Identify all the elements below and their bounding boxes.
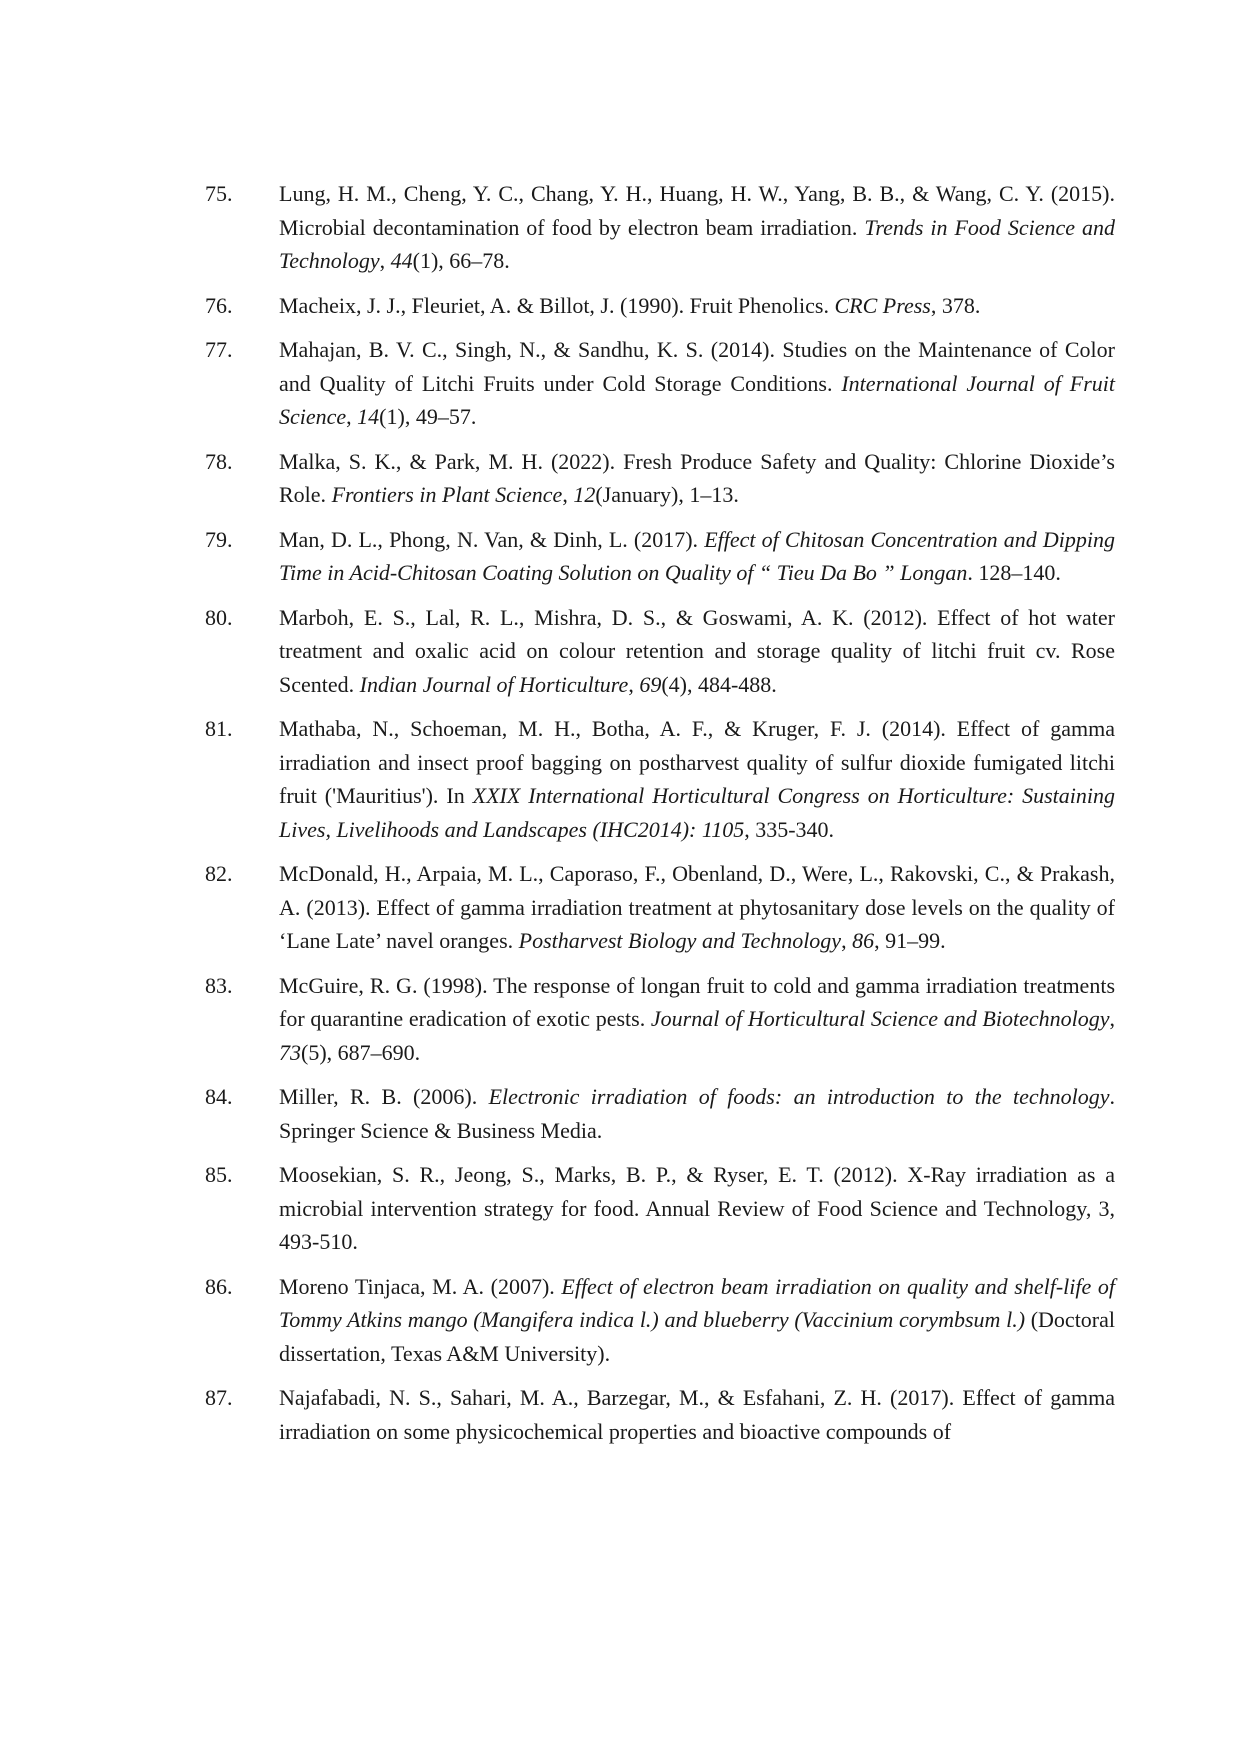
reference-italic-text: Trends in Food Science and Technology [279,214,1115,273]
reference-italic-text: 69 [639,671,662,697]
reference-text: (5), 687–690. [301,1039,421,1065]
reference-entry [205,712,1115,846]
reference-text: Miller, R. B. (2006). [279,1084,489,1109]
reference-text: Mathaba, N., Schoeman, M. H., Botha, A. F., & Kruger, F. J. (2014). Effect of gamma irradiation and insect proof bagging on postharvest quality of sulfur dioxide fumigated litchi fruit ('Mauritius'). In [279,716,1115,808]
reference-text: Lung, H. M., Cheng, Y. C., Chang, Y. H., Huang, H. W., Yang, B. B., & Wang, C. Y. (2015). Microbial decontamination of food by electron beam irradiation. [279,181,1115,240]
reference-list [205,177,1115,1459]
reference-text: (January), 1–13. [595,482,739,507]
reference-text: Malka, S. K., & Park, M. H. (2022). Fresh Produce Safety and Quality: Chlorine Dioxide’s Role. [279,448,1115,507]
reference-entry [205,857,1115,958]
reference-italic-text: 44 [390,248,413,273]
reference-text: Moosekian, S. R., Jeong, S., Marks, B. P., & Ryser, E. T. (2012). X-Ray irradiation as a microbial intervention strategy for food. Annual Review of Food Science and Technology, 3, 493-510. [279,1162,1115,1254]
reference-number: 78. [205,448,233,474]
reference-number: 83. [205,972,233,998]
reference-italic-text: Effect of electron beam irradiation on quality and shelf-life of Tommy Atkins mango (Mangifera indica l.) and blueberry (Vaccinium corymbsum l.) [279,1273,1115,1332]
reference-italic-text: International Journal of Fruit Science [279,370,1115,429]
reference-entry [205,969,1115,1070]
reference-text: , [346,404,358,429]
reference-text: , [379,248,391,273]
reference-text: . 128–140. [967,560,1061,585]
reference-entry [205,177,1115,278]
reference-text: , [628,671,640,697]
reference-italic-text: Indian Journal of Horticulture [359,671,629,697]
reference-number: 85. [205,1162,233,1187]
reference-entry [205,1381,1115,1448]
reference-text: , 91–99. [874,928,946,953]
reference-text: Najafabadi, N. S., Sahari, M. A., Barzegar, M., & Esfahani, Z. H. (2017). Effect of gamma irradiation on some physicochemical properties and bioactive compounds of [279,1385,1115,1444]
reference-number: 84. [205,1084,233,1109]
reference-number: 86. [205,1273,233,1299]
reference-text: Moreno Tinjaca, M. A. (2007). [279,1273,562,1299]
reference-number: 76. [205,292,233,318]
reference-italic-text: Electronic irradiation of foods: an introduction to the technology [488,1084,1110,1109]
reference-italic-text: 14 [357,404,380,429]
reference-entry [205,601,1115,702]
reference-entry [205,523,1115,590]
reference-text: (1), 66–78. [412,248,510,273]
reference-number: 75. [205,181,233,206]
reference-entry [205,1270,1115,1371]
reference-number: 80. [205,604,233,630]
reference-italic-text: 86 [852,928,875,953]
reference-text: McGuire, R. G. (1998). The response of longan fruit to cold and gamma irradiation treatments for quarantine eradication of exotic pests. [279,972,1115,1031]
reference-number: 79. [205,526,233,552]
reference-text: , [562,482,574,507]
reference-text: (Doctoral dissertation, Texas A&M University). [279,1307,1116,1366]
reference-italic-text: CRC Press [834,292,931,318]
reference-text: , 335-340. [744,816,835,842]
reference-number: 77. [205,337,233,362]
reference-text: , [841,928,853,953]
reference-entry [205,289,1115,323]
reference-entry [205,445,1115,512]
reference-text: McDonald, H., Arpaia, M. L., Caporaso, F., Obenland, D., Were, L., Rakovski, C., & Prakash, A. (2013). Effect of gamma irradiation treatment at phytosanitary dose levels on the quality of ‘Lane Late’ navel oranges. [279,861,1115,953]
reference-number: 82. [205,861,233,886]
reference-text: , 378. [930,292,981,318]
reference-entry [205,1080,1115,1147]
reference-number: 87. [205,1385,233,1410]
reference-text: (4), 484-488. [661,671,777,697]
reference-entry [205,333,1115,434]
reference-italic-text: 73 [279,1039,301,1065]
reference-number: 81. [205,716,233,741]
reference-text: , [1109,1006,1115,1031]
reference-text: (1), 49–57. [379,404,477,429]
reference-text: . Springer Science & Business Media. [279,1084,1116,1143]
reference-italic-text: Frontiers in Plant Science [331,482,563,507]
reference-italic-text: XXIX International Horticultural Congress on Horticulture: Sustaining Lives, Livelihoods and Landscapes (IHC2014): 1105 [279,783,1115,842]
reference-italic-text: Postharvest Biology and Technology [518,928,842,953]
reference-text: Mahajan, B. V. C., Singh, N., & Sandhu, K. S. (2014). Studies on the Maintenance of Color and Quality of Litchi Fruits under Cold Storage Conditions. [279,337,1115,396]
reference-entry [205,1158,1115,1259]
reference-text: Marboh, E. S., Lal, R. L., Mishra, D. S., & Goswami, A. K. (2012). Effect of hot water treatment and oxalic acid on colour retention and storage quality of litchi fruit cv. Rose Scented. [279,604,1115,697]
reference-italic-text: Journal of Horticultural Science and Biotechnology [650,1006,1110,1031]
reference-italic-text: Effect of Chitosan Concentration and Dipping Time in Acid-Chitosan Coating Solution on Quality of “ Tieu Da Bo ” Longan [279,526,1115,585]
reference-italic-text: 12 [573,482,596,507]
reference-text: Man, D. L., Phong, N. Van, & Dinh, L. (2017). [279,526,705,552]
reference-text: Macheix, J. J., Fleuriet, A. & Billot, J. (1990). Fruit Phenolics. [279,292,835,318]
